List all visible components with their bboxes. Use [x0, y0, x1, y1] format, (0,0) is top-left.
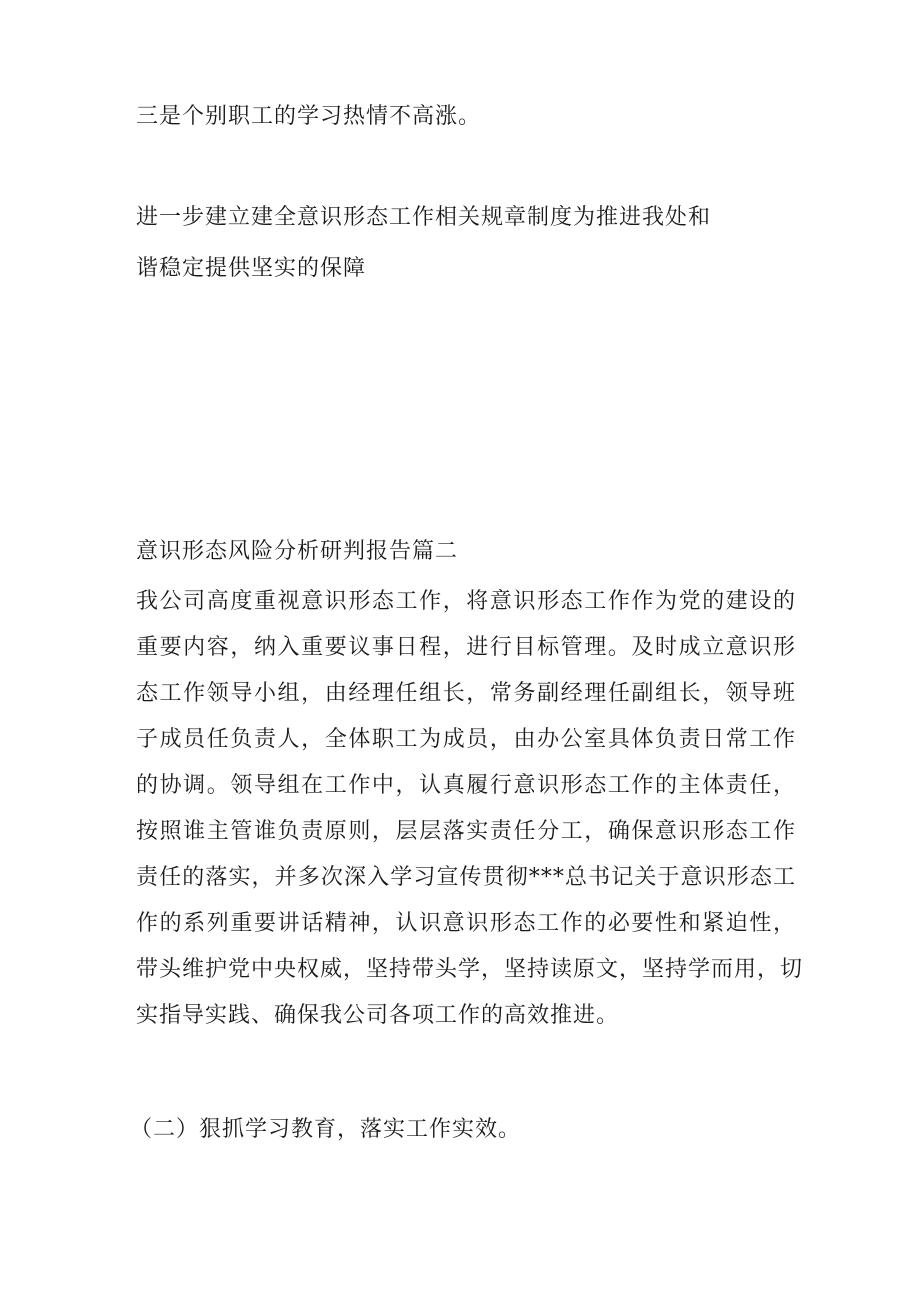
body-row: 按照谁主管谁负责原则，层层落实责任分工，确保意识形态工作	[136, 819, 796, 844]
heading-row-2: 谐稳定提供坚实的保障	[136, 256, 367, 281]
body-row: 子成员任负责人，全体职工为成员，由办公室具体负责日常工作	[136, 727, 796, 752]
subsection-heading: （二）狠抓学习教育，落实工作实效。	[130, 1117, 522, 1142]
body-paragraph	[136, 579, 804, 1039]
body-row: 重要内容，纳入重要议事日程，进行目标管理。及时成立意识形	[136, 635, 796, 660]
body-row: 我公司高度重视意识形态工作，将意识形态工作作为党的建设的	[136, 589, 796, 614]
heading-row-1: 进一步建立建全意识形态工作相关规章制度为推进我处和	[136, 205, 712, 230]
body-row: 实指导实践、确保我公司各项工作的高效推进。	[136, 1003, 620, 1028]
section-title: 意识形态风险分析研判报告篇二	[136, 539, 459, 564]
body-row: 态工作领导小组，由经理任组长，常务副经理任副组长，领导班	[136, 681, 796, 706]
intro-line: 三是个别职工的学习热情不高涨。	[136, 104, 482, 129]
body-row: 责任的落实，并多次深入学习宣传贯彻***总书记关于意识形态工	[136, 865, 796, 890]
body-row: 作的系列重要讲话精神，认识意识形态工作的必要性和紧迫性，	[136, 911, 796, 936]
body-row: 的协调。领导组在工作中，认真履行意识形态工作的主体责任，	[136, 773, 796, 798]
body-row: 带头维护党中央权威，坚持带头学，坚持读原文，坚持学而用，切	[136, 957, 804, 982]
